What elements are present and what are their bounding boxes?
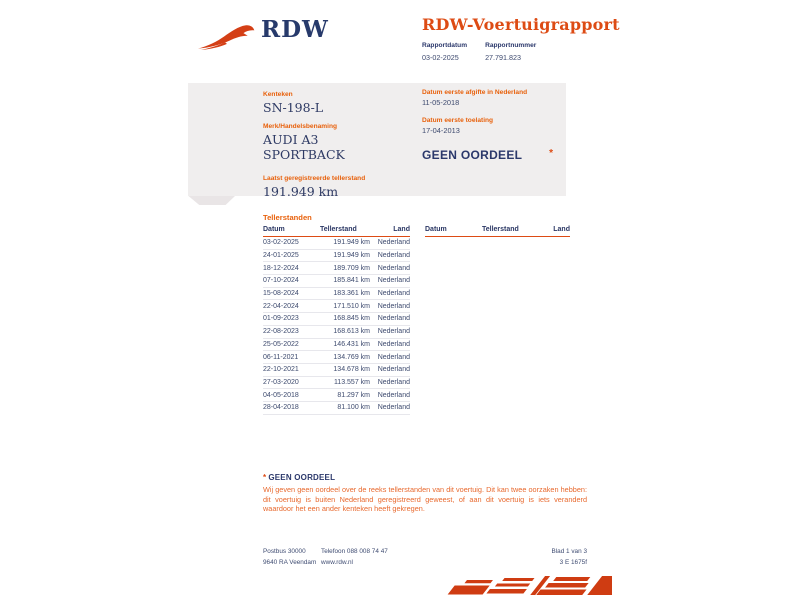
row-country: Nederland — [377, 378, 410, 386]
table-row — [263, 377, 410, 390]
col-header-datum: Datum — [263, 226, 285, 233]
odometer-table2-header — [425, 226, 570, 237]
table-row — [263, 237, 410, 250]
row-country: Nederland — [377, 252, 410, 260]
row-country: Nederland — [377, 290, 410, 298]
table-row — [263, 389, 410, 402]
verdict-note-title — [263, 473, 587, 482]
odometer-table — [263, 226, 410, 415]
row-odometer: 171.510 km — [333, 302, 370, 310]
row-country: Nederland — [377, 340, 410, 348]
row-date: 15-08-2024 — [263, 290, 299, 298]
table-row — [263, 402, 410, 415]
row-odometer: 81.100 km — [337, 404, 370, 412]
row-odometer: 81.297 km — [337, 391, 370, 399]
row-odometer: 168.613 km — [333, 328, 370, 336]
table-row — [263, 262, 410, 275]
table-row — [263, 351, 410, 364]
vehicle-summary-right — [422, 89, 554, 162]
verdict-line — [422, 148, 553, 162]
row-country: Nederland — [377, 366, 410, 374]
table-row — [263, 339, 410, 352]
row-date: 03-02-2025 — [263, 239, 299, 247]
kenteken-value: SN-198-L — [263, 100, 324, 115]
footer-form-code: 3 E 1675f — [559, 559, 587, 566]
row-date: 04-05-2018 — [263, 391, 299, 399]
row-date: 01-09-2023 — [263, 315, 299, 323]
row-date: 24-01-2025 — [263, 252, 299, 260]
table-row — [263, 300, 410, 313]
footer-address — [263, 546, 316, 568]
page-title: RDW-Voertuigrapport — [422, 15, 620, 34]
note-asterisk: * — [263, 473, 267, 482]
col-header-datum: Datum — [425, 226, 447, 233]
footer-pagination — [495, 546, 587, 568]
eerste-toelating-value: 17-04-2013 — [422, 126, 460, 135]
report-number-label: Rapportnummer — [485, 42, 537, 49]
row-country: Nederland — [377, 239, 410, 247]
verdict-asterisk: * — [549, 148, 553, 159]
table-row — [263, 288, 410, 301]
eerste-toelating-label: Datum eerste toelating — [422, 117, 494, 124]
verdict-note — [263, 473, 587, 514]
row-odometer: 191.949 km — [333, 252, 370, 260]
row-date: 27-03-2020 — [263, 378, 299, 386]
note-title-text: GEEN OORDEEL — [268, 473, 336, 482]
odometer-label: Laatst geregistreerde tellerstand — [263, 175, 366, 182]
row-country: Nederland — [377, 404, 410, 412]
row-date: 22-08-2023 — [263, 328, 299, 336]
col-header-tellerstand: Tellerstand — [320, 226, 357, 233]
tellerstanden-section-title: Tellerstanden — [263, 213, 312, 222]
col-header-land: Land — [393, 226, 410, 233]
odometer-value: 191.949 km — [263, 184, 339, 199]
rdw-logo-wordmark: RDW — [261, 16, 329, 43]
row-date: 07-10-2024 — [263, 277, 299, 285]
report-date-label: Rapportdatum — [422, 42, 468, 49]
row-country: Nederland — [377, 328, 410, 336]
rdw-feather-icon — [197, 20, 257, 52]
merk-value-line1: AUDI A3 — [263, 132, 319, 147]
row-odometer: 185.841 km — [333, 277, 370, 285]
report-number-value: 27.791.823 — [485, 52, 522, 62]
row-odometer: 183.361 km — [333, 290, 370, 298]
merk-value-line2: SPORTBACK — [263, 147, 345, 162]
table-row — [263, 326, 410, 339]
table-row — [263, 275, 410, 288]
row-odometer: 134.769 km — [333, 353, 370, 361]
report-date-block — [422, 42, 467, 62]
merk-label: Merk/Handelsbenaming — [263, 123, 338, 130]
row-date: 22-04-2024 — [263, 302, 299, 310]
report-date-value: 03-02-2025 — [422, 52, 459, 62]
eerste-afgifte-label: Datum eerste afgifte in Nederland — [422, 89, 528, 96]
vehicle-summary-left — [263, 91, 413, 199]
speed-stripes-graphic — [430, 571, 612, 598]
row-odometer: 168.845 km — [333, 315, 370, 323]
table-row — [263, 364, 410, 377]
odometer-table-secondary — [425, 226, 570, 237]
row-country: Nederland — [377, 264, 410, 272]
odometer-table-header — [263, 226, 410, 237]
eerste-afgifte-value: 11-05-2018 — [422, 98, 460, 107]
row-country: Nederland — [377, 302, 410, 310]
verdict-note-body: Wij geven geen oordeel over de reeks tellerstanden van dit voertuig. Dit kan twee oorzaken hebben: dit voertuig is buiten Nederland geregistreerd geweest, of aan dit voertuig is iets veranderd waardoor het een ander kenteken heeft gekregen. — [263, 485, 587, 514]
footer-website-link[interactable]: www.rdw.nl — [321, 559, 353, 566]
row-date: 28-04-2018 — [263, 404, 299, 412]
col-header-tellerstand: Tellerstand — [482, 226, 519, 233]
kenteken-label: Kenteken — [263, 91, 293, 98]
row-date: 22-10-2021 — [263, 366, 299, 374]
row-odometer: 113.557 km — [333, 378, 370, 386]
row-odometer: 134.678 km — [333, 366, 370, 374]
footer-contact — [321, 546, 388, 568]
row-date: 06-11-2021 — [263, 353, 299, 361]
report-number-block — [485, 42, 536, 62]
col-header-land: Land — [553, 226, 570, 233]
table-row — [263, 313, 410, 326]
odometer-table-body — [263, 237, 410, 415]
row-odometer: 191.949 km — [333, 239, 370, 247]
verdict-text: GEEN OORDEEL — [422, 148, 523, 162]
row-odometer: 189.709 km — [333, 264, 370, 272]
row-date: 18-12-2024 — [263, 264, 299, 272]
footer-address-line1: Postbus 30000 — [263, 548, 306, 555]
row-country: Nederland — [377, 391, 410, 399]
table-row — [263, 250, 410, 263]
row-odometer: 146.431 km — [333, 340, 370, 348]
report-meta — [422, 42, 536, 62]
row-country: Nederland — [377, 277, 410, 285]
row-country: Nederland — [377, 353, 410, 361]
panel-corner-accent — [188, 196, 235, 205]
footer-address-line2: 9640 RA Veendam — [263, 559, 317, 566]
row-date: 25-05-2022 — [263, 340, 299, 348]
footer-page-number: Blad 1 van 3 — [551, 548, 587, 555]
row-country: Nederland — [377, 315, 410, 323]
footer-phone: Telefoon 088 008 74 47 — [321, 548, 388, 555]
